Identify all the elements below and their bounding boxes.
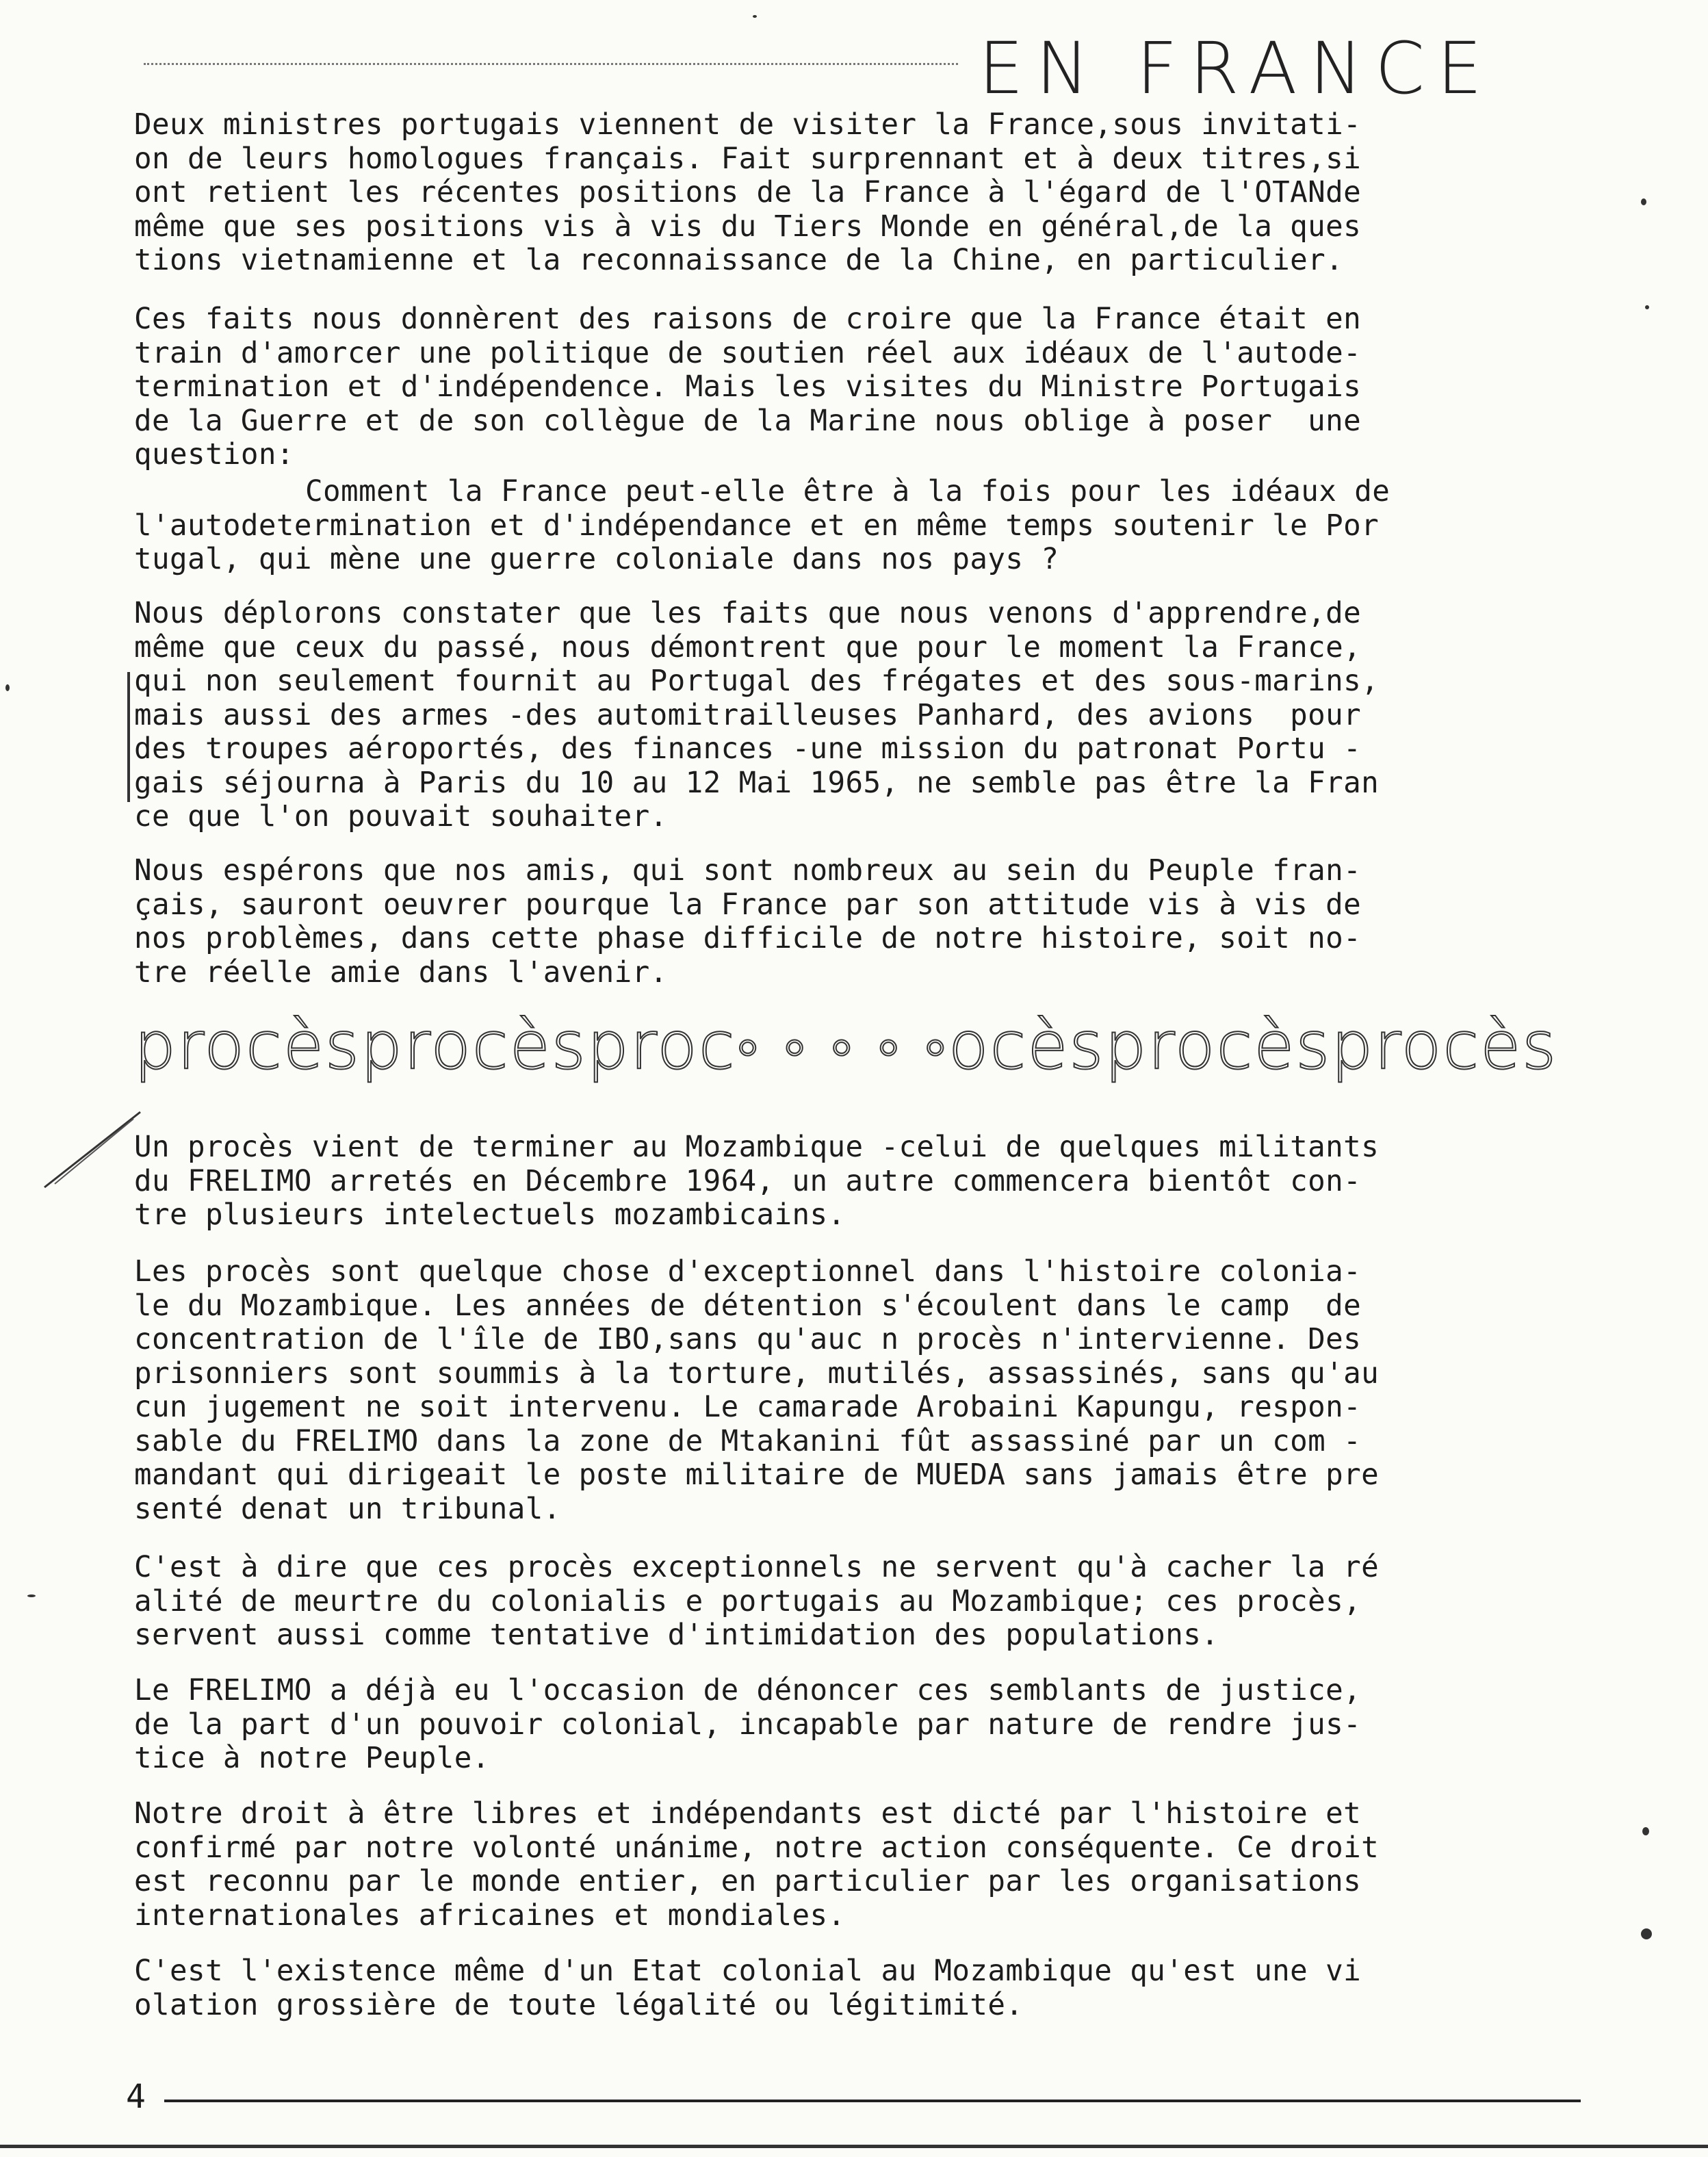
paragraph-text: des troupes aéroportés, des finances -une mission du patronat Portu - — [134, 732, 1362, 766]
paragraph-proces-1 — [134, 1131, 1578, 1232]
paragraph-text: concentration de l'île de IBO,sans qu'auc n procès n'intervienne. Des — [134, 1323, 1362, 1356]
paragraph-text: même que ceux du passé, nous démontrent que pour le moment la France, — [134, 630, 1362, 664]
paragraph-text: sable du FRELIMO dans la zone de Mtakanini fût assassiné par un com - — [134, 1424, 1362, 1458]
paragraph-text: confirmé par notre volonté unánime, notre action conséquente. Ce droit — [134, 1831, 1380, 1865]
paragraph-proces-5 — [134, 1797, 1578, 1933]
page-number: 4 — [126, 2078, 146, 2116]
section-banner-proces: procèsprocèsproc◦ ◦ ◦ ◦ ◦ocèsprocèsprocès — [134, 1007, 1558, 1084]
paragraph-text: gais séjourna à Paris du 10 au 12 Mai 1965, ne semble pas être la Fran — [134, 766, 1380, 800]
scan-speck — [5, 684, 10, 691]
paragraph-proces-3 — [134, 1551, 1578, 1653]
paragraph-proces-6 — [134, 1954, 1578, 2022]
paragraph-text: Nous espérons que nos amis, qui sont nombreux au sein du Peuple fran- — [134, 854, 1362, 888]
paragraph-proces-2 — [134, 1255, 1578, 1526]
paragraph-text: Deux ministres portugais viennent de visiter la France,sous invitati- — [134, 108, 1362, 142]
paragraph-text: servent aussi comme tentative d'intimidation des populations. — [134, 1618, 1219, 1652]
paragraph-text: internationales africaines et mondiales. — [134, 1898, 846, 1933]
paragraph-text: même que ses positions vis à vis du Tiers Monde en général,de la ques — [134, 209, 1362, 244]
header-dotted-rule — [144, 63, 958, 65]
scan-speck — [753, 15, 757, 18]
paragraph-text: tions vietnamienne et la reconnaissance de la Chine, en particulier. — [134, 244, 1344, 277]
paragraph-text: tre réelle amie dans l'avenir. — [134, 955, 668, 990]
paragraph-text: le du Mozambique. Les années de détention s'écoulent dans le camp de — [134, 1289, 1362, 1323]
scan-speck — [1641, 198, 1646, 205]
paragraph-france-5 — [134, 854, 1578, 990]
paragraph-text: ce que l'on pouvait souhaiter. — [134, 800, 668, 834]
paragraph-text: de la Guerre et de son collègue de la Marine nous oblige à poser une — [134, 404, 1362, 438]
paragraph-text: Le FRELIMO a déjà eu l'occasion de dénoncer ces semblants de justice, — [134, 1674, 1362, 1707]
paragraph-text: train d'amorcer une politique de soutien réel aux idéaux de l'autode- — [134, 336, 1362, 370]
paragraph-text: Ces faits nous donnèrent des raisons de croire que la France était en — [134, 302, 1362, 336]
paragraph-france-4 — [134, 597, 1578, 834]
paragraph-text: nos problèmes, dans cette phase difficile de notre histoire, soit no- — [134, 922, 1362, 955]
paragraph-text: tre plusieurs intelectuels mozambicains. — [134, 1198, 846, 1232]
paragraph-text: senté denat un tribunal. — [134, 1492, 561, 1526]
paragraph-text: du FRELIMO arretés en Décembre 1964, un autre commencera bientôt con- — [134, 1164, 1362, 1198]
paragraph-text: prisonniers sont soummis à la torture, mutilés, assassinés, sans qu'au — [134, 1356, 1380, 1391]
paragraph-text: cun jugement ne soit intervenu. Le camarade Arobaini Kapungu, respon- — [134, 1391, 1362, 1424]
paragraph-text: on de leurs homologues français. Fait surprennant et à deux titres,si — [134, 142, 1362, 176]
paragraph-text: Les procès sont quelque chose d'exceptionnel dans l'histoire colonia- — [134, 1255, 1362, 1289]
paragraph-text: est reconnu par le monde entier, en particulier par les organisations — [134, 1865, 1362, 1898]
paragraph-text: tugal, qui mène une guerre coloniale dans nos pays ? — [134, 543, 1059, 576]
paragraph-text: de la part d'un pouvoir colonial, incapable par nature de rendre jus- — [134, 1707, 1362, 1742]
scan-speck — [1645, 305, 1649, 309]
paragraph-text: alité de meurtre du colonialis e portugais au Mozambique; ces procès, — [134, 1584, 1362, 1618]
paragraph-text: C'est l'existence même d'un Etat colonial au Mozambique qu'est une vi — [134, 1954, 1362, 1988]
paragraph-text: qui non seulement fournit au Portugal des frégates et des sous-marins, — [134, 664, 1380, 698]
paragraph-text: mandant qui dirigeait le poste militaire de MUEDA sans jamais être pre — [134, 1458, 1380, 1492]
margin-slash-mark — [41, 1109, 144, 1191]
paragraph-text: olation grossière de toute légalité ou légitimité. — [134, 1988, 1024, 2022]
paragraph-text: termination et d'indépendence. Mais les visites du Ministre Portugais — [134, 370, 1362, 404]
paragraph-text: Un procès vient de terminer au Mozambique -celui de quelques militants — [134, 1131, 1380, 1164]
paragraph-text: mais aussi des armes -des automitrailleuses Panhard, des avions pour — [134, 698, 1362, 732]
paragraph-france-2 — [134, 302, 1578, 472]
paragraph-text: ont retient les récentes positions de la France à l'égard de l'OTANde — [134, 176, 1362, 209]
paragraph-france-3 — [134, 475, 1578, 577]
page-bottom-edge — [0, 2145, 1708, 2148]
paragraph-text: Comment la France peut-elle être à la fois pour les idéaux de — [305, 475, 1390, 508]
paragraph-text: l'autodetermination et d'indépendance et en même temps soutenir le Por — [134, 508, 1380, 543]
paragraph-france-1 — [134, 108, 1578, 278]
section-title-en-france: EN FRANCE — [979, 27, 1494, 110]
paragraph-text: Nous déplorons constater que les faits que nous venons d'apprendre,de — [134, 597, 1362, 630]
paragraph-text: question: — [134, 438, 294, 472]
paragraph-text: çais, sauront oeuvrer pourque la France par son attitude vis à vis de — [134, 888, 1362, 922]
scan-speck — [1641, 1928, 1652, 1939]
paragraph-proces-4 — [134, 1674, 1578, 1776]
paragraph-text: tice à notre Peuple. — [134, 1742, 490, 1775]
scan-speck — [27, 1594, 36, 1597]
footer-rule — [164, 2100, 1581, 2102]
paragraph-text: C'est à dire que ces procès exceptionnels ne servent qu'à cacher la ré — [134, 1551, 1380, 1584]
margin-bracket-mark — [127, 672, 130, 802]
paragraph-text: Notre droit à être libres et indépendants est dicté par l'histoire et — [134, 1797, 1362, 1831]
scan-speck — [1642, 1827, 1649, 1835]
